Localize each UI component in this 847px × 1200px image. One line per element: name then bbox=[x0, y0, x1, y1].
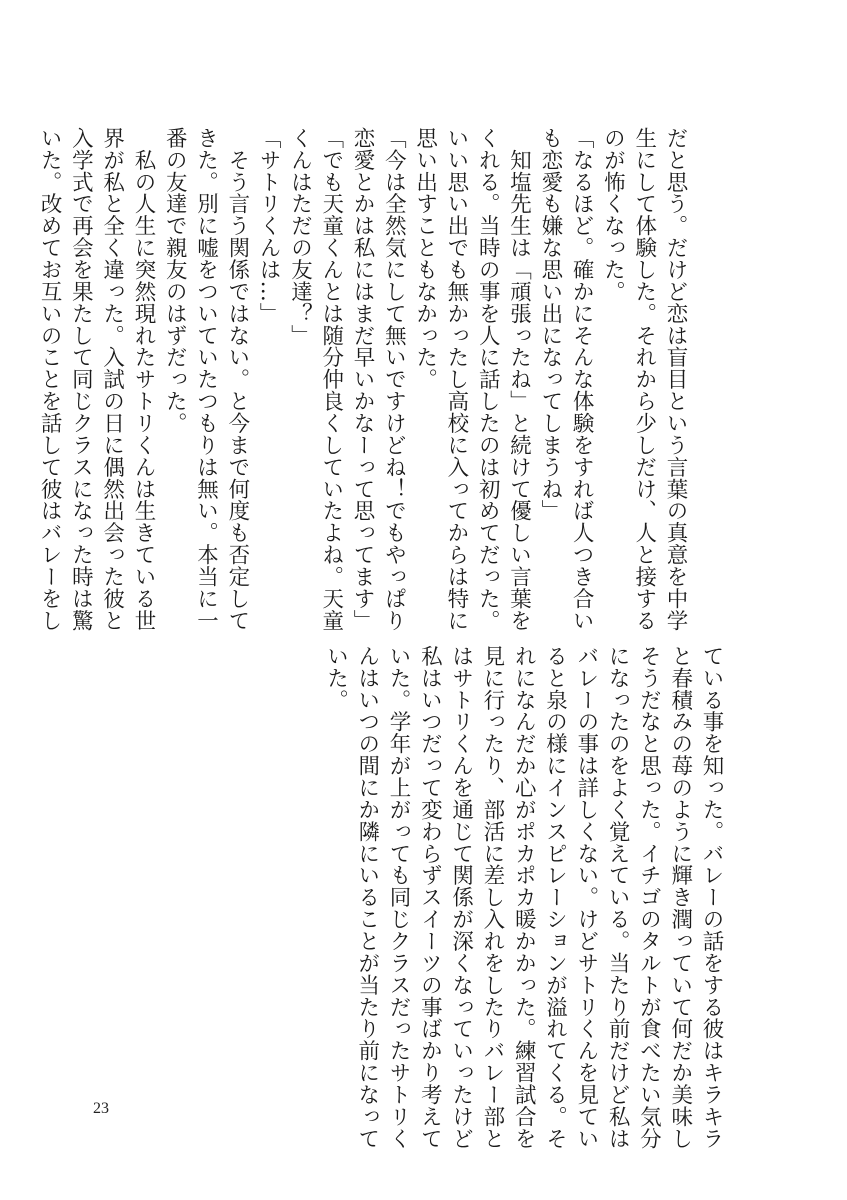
text-line: くんはただの友達？」 bbox=[287, 127, 313, 347]
text-line: バレーの事は詳しくない。けどサトリくんを見てい bbox=[573, 645, 599, 1150]
text-line: だと思う。だけど恋は盲目という言葉の真意を中学 bbox=[663, 127, 688, 632]
text-line: んはいつの間にか隣にいることが当たり前になって bbox=[354, 645, 380, 1150]
text-line: いた。改めてお互いのことを話して彼はバレーをし bbox=[37, 127, 63, 632]
text-line: そう言う関係ではない。と今まで何度も否定して bbox=[224, 127, 250, 632]
text-line: 「今は全然気にして無いですけどね！でもやっぱり bbox=[381, 127, 407, 632]
text-line: れになんだか心がポカポカ暖かかった。練習試合を bbox=[511, 645, 537, 1150]
text-line: 私はいつだって変わらずスイーツの事ばかり考えて bbox=[417, 645, 443, 1150]
text-line: と春積みの苺のように輝き潤っていて何だか美味し bbox=[667, 645, 693, 1150]
text-line: 「サトリくんは…」 bbox=[256, 127, 282, 325]
text-line: くれる。当時の事を人に話したのは初めてだった。 bbox=[475, 127, 501, 632]
text-line: きた。別に嘘をついていたつもりは無い。本当に一 bbox=[193, 127, 219, 632]
text-line: そうだなと思った。イチゴのタルトが食べたい気分 bbox=[636, 645, 662, 1150]
text-line: ている事を知った。バレーの話をする彼はキラキラ bbox=[699, 645, 724, 1150]
text-line: 私の人生に突然現れたサトリくんは生きている世 bbox=[130, 127, 156, 632]
text-block-bottom bbox=[320, 645, 727, 1150]
text-line: 界が私と全く違った。入試の日に偶然出会った彼と bbox=[99, 127, 125, 632]
text-line: 知塩先生は「頑張ったね」と続けて優しい言葉を bbox=[506, 127, 532, 632]
text-line: も恋愛も嫌な思い出になってしまうね」 bbox=[537, 127, 563, 522]
page-number: 23 bbox=[93, 1100, 109, 1117]
text-line: いた。 bbox=[323, 645, 349, 711]
text-line: いい思い出でも無かったし高校に入ってからは特に bbox=[443, 127, 469, 632]
text-line: 生にして体験した。それから少しだけ、人と接する bbox=[631, 127, 657, 632]
text-line: はサトリくんを通じて関係が深くなっていったけど bbox=[448, 645, 474, 1150]
text-line: 恋愛とかは私にはまだ早いかなーって思ってます」 bbox=[350, 127, 376, 632]
text-line: のが怖くなった。 bbox=[600, 127, 626, 303]
text-line: ると泉の様にインスピレーションが溢れてくる。そ bbox=[542, 645, 568, 1150]
text-block-top bbox=[34, 127, 691, 632]
text-line: 入学式で再会を果たして同じクラスになった時は驚 bbox=[68, 127, 94, 632]
text-line: 思い出すこともなかった。 bbox=[412, 127, 438, 391]
text-line: いた。学年が上がっても同じクラスだったサトリく bbox=[386, 645, 412, 1150]
text-line: 番の友達で親友のはずだった。 bbox=[162, 127, 188, 435]
text-line: 「でも天童くんとは随分仲良くしていたよね。天童 bbox=[318, 127, 344, 632]
text-line: になったのをよく覚えている。当たり前だけど私は bbox=[605, 645, 631, 1150]
text-line: 見に行ったり、部活に差し入れをしたりバレー部と bbox=[479, 645, 505, 1150]
text-line: 「なるほど。確かにそんな体験をすれば人つき合い bbox=[569, 127, 595, 632]
